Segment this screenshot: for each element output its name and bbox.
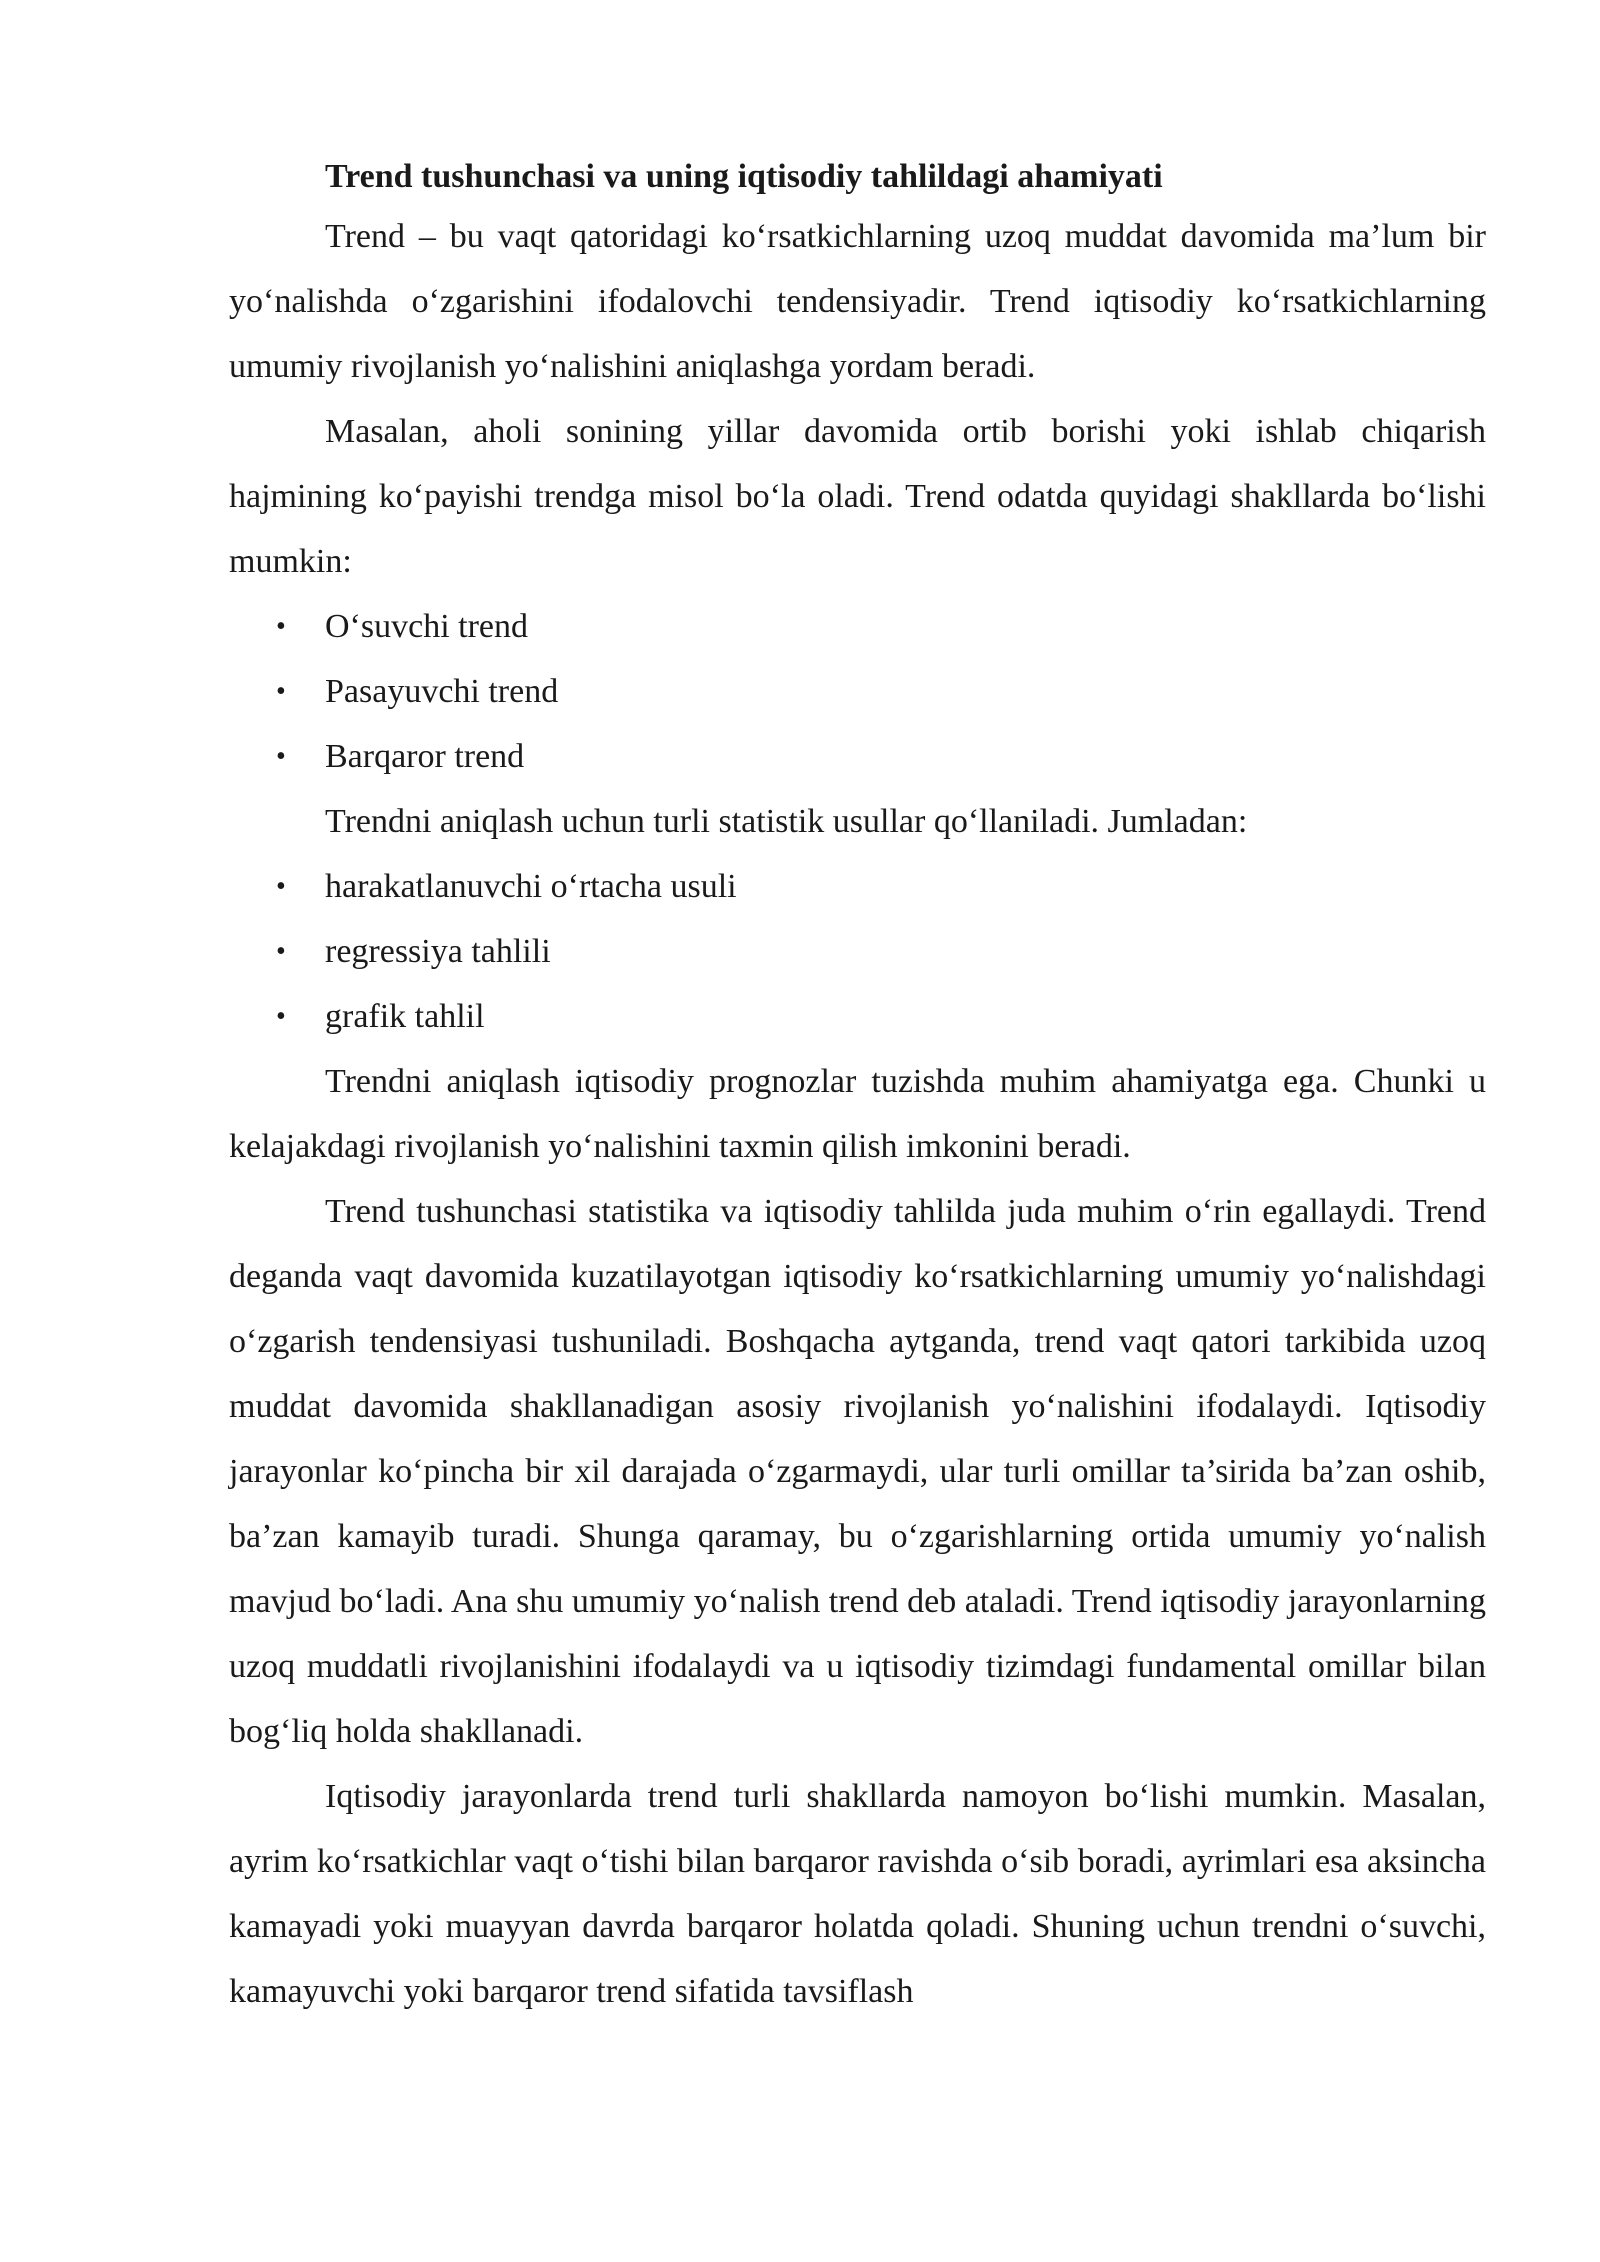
list-item: • Barqaror trend	[229, 724, 1486, 789]
list-item: • harakatlanuvchi o‘rtacha usuli	[229, 854, 1486, 919]
paragraph-trend-definition: Trend – bu vaqt qatoridagi ko‘rsatkichlarning uzoq muddat davomida ma’lum bir yo‘nalishda o‘zgarishini ifodalovchi tendensiyadir. Trend iqtisodiy ko‘rsatkichlarning umumiy rivojlanish yo‘nalishini aniqlashga yordam beradi.	[229, 218, 1486, 385]
list-item: • regressiya tahlili	[229, 919, 1486, 984]
methods-list	[229, 854, 1486, 1049]
list-item: • O‘suvchi trend	[229, 594, 1486, 659]
list-item: • grafik tahlil	[229, 984, 1486, 1049]
paragraph-trend-example: Masalan, aholi sonining yillar davomida ortib borishi yoki ishlab chiqarish hajmining ko‘payishi trendga misol bo‘la oladi. Trend odatda quyidagi shakllarda bo‘lishi mumkin:	[229, 413, 1486, 580]
document-page	[229, 150, 1486, 2024]
paragraph-methods-intro: Trendni aniqlash uchun turli statistik usullar qo‘llaniladi. Jumladan:	[325, 803, 1248, 840]
list-item: • Pasayuvchi trend	[229, 659, 1486, 724]
paragraph-trend-concept: Trend tushunchasi statistika va iqtisodiy tahlilda juda muhim o‘rin egallaydi. Trend deganda vaqt davomida kuzatilayotgan iqtisodiy ko‘rsatkichlarning umumiy yo‘nalishdagi o‘zgarish tendensiyasi tushuniladi. Boshqacha aytganda, trend vaqt qatori tarkibida uzoq muddat davomida shakllanadigan asosiy rivojlanish yo‘nalishini ifodalaydi. Iqtisodiy jarayonlar ko‘pincha bir xil darajada o‘zgarmaydi, ular turli omillar ta’sirida ba’zan oshib, ba’zan kamayib turadi. Shunga qaramay, bu o‘zgarishlarning ortida umumiy yo‘nalish mavjud bo‘ladi. Ana shu umumiy yo‘nalish trend deb ataladi. Trend iqtisodiy jarayonlarning uzoq muddatli rivojlanishini ifodalaydi va u iqtisodiy tizimdagi fundamental omillar bilan bog‘liq holda shakllanadi.	[229, 1193, 1486, 1750]
trend-types-list	[229, 594, 1486, 789]
document-title: Trend tushunchasi va uning iqtisodiy tahlildagi ahamiyati	[325, 158, 1163, 195]
paragraph-forecast-importance: Trendni aniqlash iqtisodiy prognozlar tuzishda muhim ahamiyatga ega. Chunki u kelajakdagi rivojlanish yo‘nalishini taxmin qilish imkonini beradi.	[229, 1063, 1486, 1165]
paragraph-trend-forms: Iqtisodiy jarayonlarda trend turli shakllarda namoyon bo‘lishi mumkin. Masalan, ayrim ko‘rsatkichlar vaqt o‘tishi bilan barqaror ravishda o‘sib boradi, ayrimlari esa aksincha kamayadi yoki muayyan davrda barqaror holatda qoladi. Shuning uchun trendni o‘suvchi, kamayuvchi yoki barqaror trend sifatida tavsiflash	[229, 1778, 1486, 2010]
